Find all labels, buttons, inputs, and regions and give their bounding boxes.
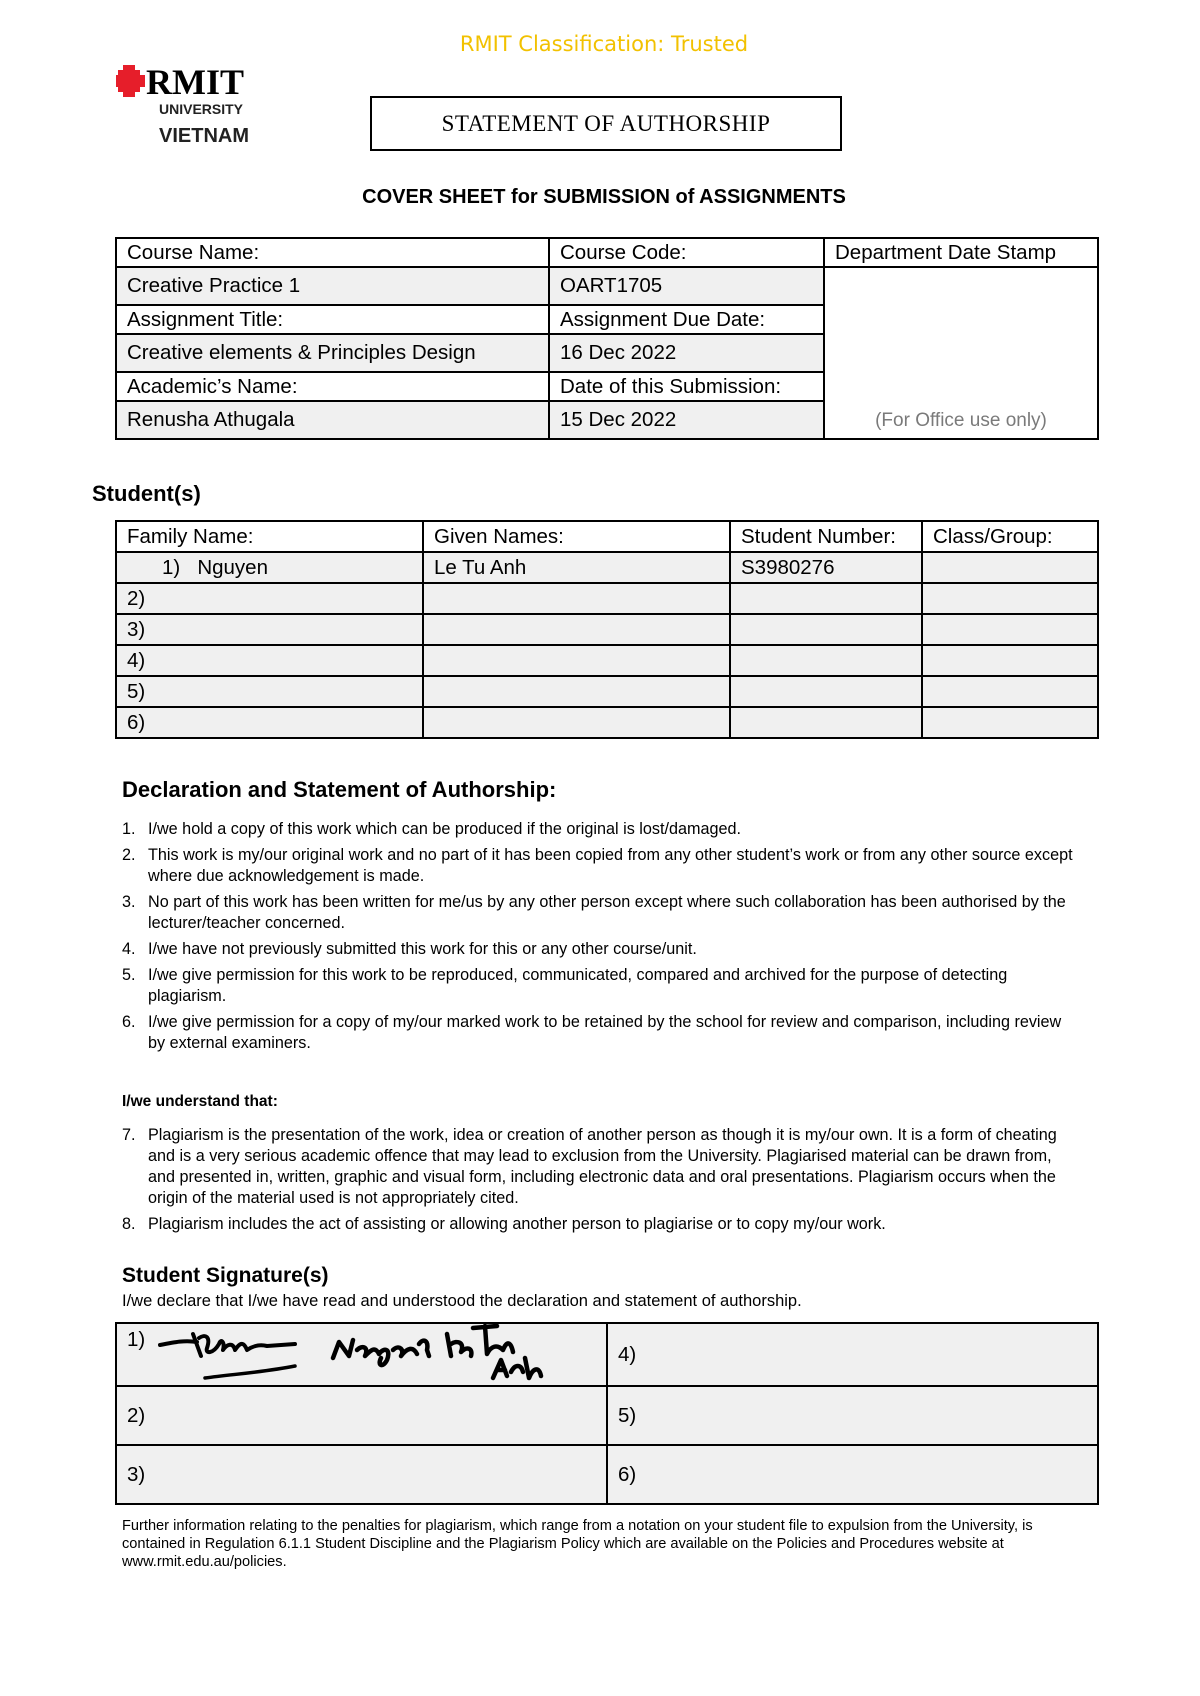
course-name-label: Course Name: [116, 238, 549, 267]
understand-heading: I/we understand that: [122, 1093, 278, 1110]
academic-name-label: Academic’s Name: [116, 372, 549, 401]
student-number-header: Student Number: [730, 521, 922, 552]
list-item: 1. I/we hold a copy of this work which can be produced if the original is lost/damaged. [122, 820, 741, 838]
given-names-header: Given Names: [423, 521, 730, 552]
class-group-cell [922, 707, 1098, 738]
submission-date-label: Date of this Submission: [549, 372, 824, 401]
family-name-cell: 4) [116, 645, 423, 676]
signature-cell-4: 4) [607, 1323, 1098, 1386]
family-name-cell: 3) [116, 614, 423, 645]
handwritten-signature [155, 1320, 595, 1382]
declaration-list [122, 819, 1082, 1059]
class-group-header: Class/Group: [922, 521, 1098, 552]
submission-date-value: 15 Dec 2022 [549, 401, 824, 439]
given-names-cell [423, 583, 730, 614]
student-number-cell [730, 614, 922, 645]
classification-label: RMIT Classification: Trusted [459, 32, 749, 56]
due-date-label: Assignment Due Date: [549, 305, 824, 334]
students-heading: Student(s) [92, 481, 201, 506]
logo-university: UNIVERSITY [159, 101, 244, 117]
statement-title: STATEMENT OF AUTHORSHIP [370, 96, 842, 151]
academic-name-value: Renusha Athugala [116, 401, 549, 439]
logo-wordmark: RMIT [146, 62, 244, 102]
rmit-logo [116, 62, 266, 152]
cover-sheet-title: COVER SHEET for SUBMISSION of ASSIGNMENTS [362, 186, 846, 208]
class-group-cell [922, 552, 1098, 583]
office-use-note: (For Office use only) [824, 267, 1098, 439]
course-details-table [115, 237, 1099, 440]
student-number-cell [730, 645, 922, 676]
list-item: 8. Plagiarism includes the act of assisting or allowing another person to plagiarise or to copy my/our work. [122, 1215, 886, 1233]
course-code-label: Course Code: [549, 238, 824, 267]
assignment-title-label: Assignment Title: [116, 305, 549, 334]
signature-heading: Student Signature(s) [122, 1264, 329, 1287]
table-row [116, 707, 1098, 738]
signature-cell-6: 6) [607, 1445, 1098, 1504]
given-names-cell [423, 614, 730, 645]
list-item: 2. This work is my/our original work and no part of it has been copied from any other student’s work or from any other source except where due acknowledgement is made. [122, 846, 1073, 885]
class-group-cell [922, 583, 1098, 614]
table-row [116, 645, 1098, 676]
understand-list [122, 1125, 1082, 1240]
list-item: 7. Plagiarism is the presentation of the work, idea or creation of another person as though it is my/our own. It is a form of cheating and is a very serious academic offence that may lead to exclusion from the University. Plagiarised material can be drawn from, and presented in, written, graphic and visual form, including electronic data and oral presentations. Plagiarism occurs when the origin of the material used is not appropriately cited. [122, 1126, 1057, 1207]
given-names-cell: Le Tu Anh [423, 552, 730, 583]
given-names-cell [423, 676, 730, 707]
signature-cell-3: 3) [116, 1445, 607, 1504]
family-name-header: Family Name: [116, 521, 423, 552]
logo-vietnam: VIETNAM [159, 125, 249, 147]
due-date-value: 16 Dec 2022 [549, 334, 824, 372]
table-row [116, 614, 1098, 645]
table-row [116, 552, 1098, 583]
rmit-pixel-mark-icon [116, 65, 145, 97]
family-name-cell: 5) [116, 676, 423, 707]
student-number-cell [730, 583, 922, 614]
class-group-cell [922, 614, 1098, 645]
declaration-heading: Declaration and Statement of Authorship: [122, 777, 557, 802]
footer-note: Further information relating to the penalties for plagiarism, which range from a notation on your student file to expulsion from the University, is contained in Regulation 6.1.1 Student Discipline and the Plagiarism Policy which are available on the Policies and Procedures website at www.rmit.edu.au/policies. [122, 1518, 1033, 1570]
list-item: 3. No part of this work has been written for me/us by any other person except where such collaboration has been authorised by the lecturer/teacher concerned. [122, 893, 1066, 932]
list-item: 4. I/we have not previously submitted this work for this or any other course/unit. [122, 940, 697, 958]
table-row [116, 676, 1098, 707]
assignment-title-value: Creative elements & Principles Design [116, 334, 549, 372]
student-number-cell [730, 707, 922, 738]
family-name-cell: 1) Nguyen [116, 552, 423, 583]
list-item: 5. I/we give permission for this work to be reproduced, communicated, compared and archived for the purpose of detecting plagiarism. [122, 966, 1008, 1005]
signature-cell-5: 5) [607, 1386, 1098, 1445]
signature-subtext: I/we declare that I/we have read and understood the declaration and statement of authorship. [122, 1292, 802, 1310]
table-row [116, 583, 1098, 614]
student-number-cell [730, 676, 922, 707]
given-names-cell [423, 645, 730, 676]
given-names-cell [423, 707, 730, 738]
list-item: 6. I/we give permission for a copy of my/our marked work to be retained by the school for review and comparison, including review by external examiners. [122, 1013, 1062, 1052]
family-name-cell: 2) [116, 583, 423, 614]
student-number-cell: S3980276 [730, 552, 922, 583]
signature-cell-2: 2) [116, 1386, 607, 1445]
students-table [115, 520, 1099, 739]
class-group-cell [922, 676, 1098, 707]
family-name-cell: 6) [116, 707, 423, 738]
course-code-value: OART1705 [549, 267, 824, 305]
course-name-value: Creative Practice 1 [116, 267, 549, 305]
class-group-cell [922, 645, 1098, 676]
stamp-label: Department Date Stamp [824, 238, 1098, 267]
signature-cell-1: 1) [116, 1323, 607, 1386]
